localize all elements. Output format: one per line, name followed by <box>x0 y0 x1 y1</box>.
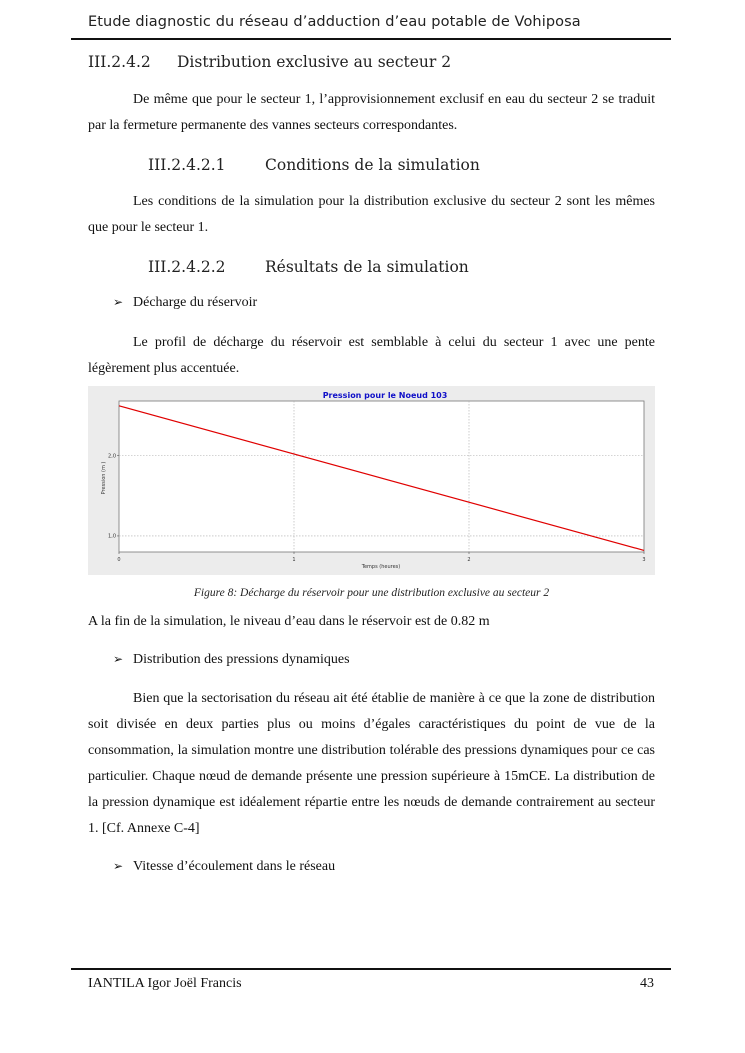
section-number: III.2.4.2 <box>88 53 151 71</box>
arrow-bullet-icon: ➢ <box>113 652 124 666</box>
footer-author: IANTILA Igor Joël Francis <box>88 976 242 991</box>
subsection-1-heading <box>148 156 480 174</box>
figure-caption: Figure 8: Décharge du réservoir pour une distribution exclusive au secteur 2 <box>193 587 550 599</box>
y-tick-label: 1,0 <box>108 533 116 540</box>
bullet-velocity <box>113 859 335 875</box>
header-rule <box>71 38 671 40</box>
bullet-discharge <box>113 295 257 311</box>
bullet-discharge-label: Décharge du réservoir <box>133 295 258 310</box>
y-tick-label: 2,0 <box>108 453 116 460</box>
pressures-paragraph: Bien que la sectorisation du réseau ait été établie de manière à ce que la zone de distribution soit divisée en deux parties plus ou moins d’égales caractéristiques du point de vue de la consommation, la simulation montre une distribution tolérable des pressions dynamiques pour ce cas particulier. Chaque nœud de demande présente une pression supérieure à 15mCE. La distribution de la pression dynamique est idéalement répartie entre les nœuds de demande contrairement au secteur 1. [Cf. Annexe C-4] <box>88 691 655 836</box>
bullet-velocity-label: Vitesse d’écoulement dans le réseau <box>133 859 336 874</box>
plot-area <box>119 401 644 552</box>
section-title: Distribution exclusive au secteur 2 <box>177 53 452 71</box>
x-tick-label: 0 <box>117 557 121 563</box>
discharge-paragraph: Le profil de décharge du réservoir est semblable à celui du secteur 1 avec une pente légèrement plus accentuée. <box>88 335 655 376</box>
bullet-pressures-label: Distribution des pressions dynamiques <box>133 652 350 667</box>
chart-title: Pression pour le Noeud 103 <box>322 391 448 400</box>
arrow-bullet-icon: ➢ <box>113 859 124 873</box>
bullet-pressures <box>113 652 350 668</box>
subsection-1-paragraph: Les conditions de la simulation pour la distribution exclusive du secteur 2 sont les mêmes que pour le secteur 1. <box>88 194 655 235</box>
x-axis-label: Temps (heures) <box>361 564 401 570</box>
page-number: 43 <box>640 976 654 991</box>
x-tick-label: 3 <box>642 557 646 563</box>
x-tick-label: 1 <box>292 557 296 563</box>
subsection-1-number: III.2.4.2.1 <box>148 156 226 174</box>
subsection-1-title: Conditions de la simulation <box>265 156 480 174</box>
section-intro-paragraph: De même que pour le secteur 1, l’approvisionnement exclusif en eau du secteur 2 se traduit par la fermeture permanente des vannes secteurs correspondantes. <box>88 92 655 133</box>
result-sentence: A la fin de la simulation, le niveau d’eau dans le réservoir est de 0.82 m <box>88 614 490 629</box>
running-header: Etude diagnostic du réseau d’adduction d’eau potable de Vohiposa <box>88 14 581 30</box>
y-axis-label: Pression (m ) <box>101 461 107 495</box>
arrow-bullet-icon: ➢ <box>113 295 124 309</box>
subsection-2-title: Résultats de la simulation <box>265 258 469 276</box>
x-tick-label: 2 <box>467 557 471 563</box>
footer-rule <box>71 968 671 970</box>
pressure-chart-svg <box>88 386 655 575</box>
subsection-2-heading <box>148 258 469 276</box>
section-heading <box>88 53 451 71</box>
pressure-chart <box>88 386 655 575</box>
subsection-2-number: III.2.4.2.2 <box>148 258 226 276</box>
